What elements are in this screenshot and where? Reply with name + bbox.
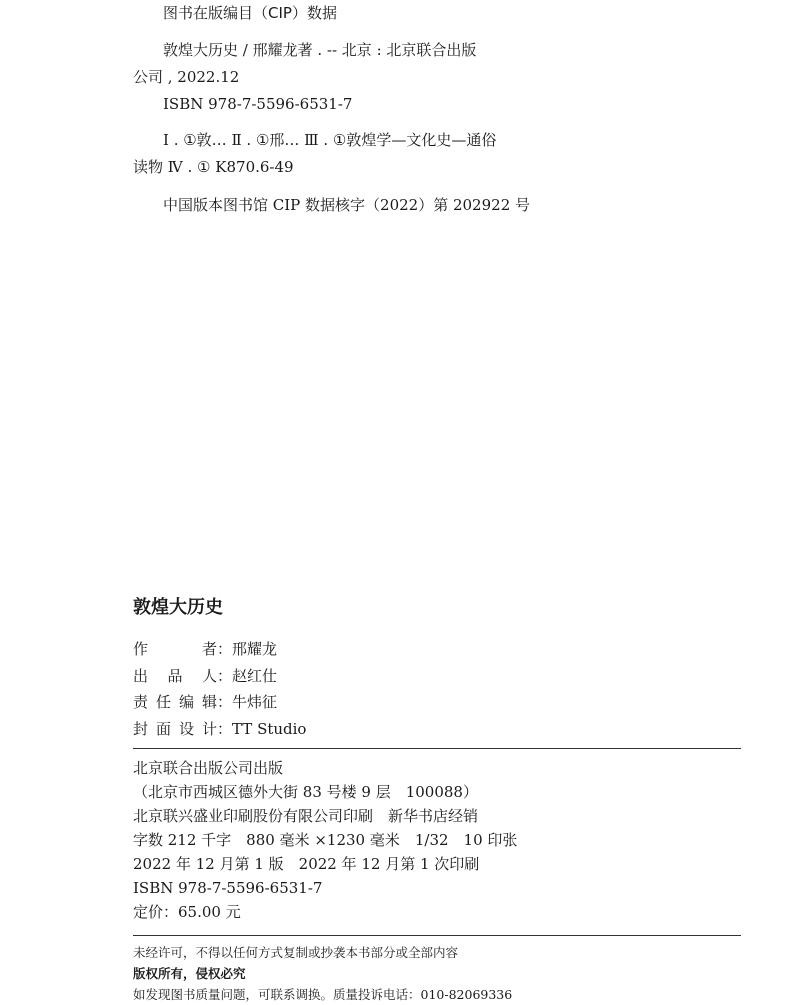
price-line: 定价：65.00 元 [133,903,241,921]
credit-row-cover-design [133,716,306,743]
copy-notice: 未经许可，不得以任何方式复制或抄袭本书部分或全部内容 [133,945,459,960]
credit-separator: ： [217,666,233,685]
divider-top [133,748,741,749]
specs-line: 字数 212 千字 880 毫米 ×1230 毫米 1/32 10 印张 [133,831,518,849]
cip-heading: 图书在版编目（CIP）数据 [163,4,337,22]
credit-value: 牛炜征 [232,693,278,711]
cip-entry-line-1: 敦煌大历史 / 邢耀龙著 . -- 北京 : 北京联合出版 [163,41,477,59]
credit-value: TT Studio [232,719,307,738]
credit-label: 责任编辑 [133,693,217,711]
credit-label: 作者 [133,640,217,658]
publisher-address: （北京市西城区德外大街 83 号楼 9 层 100088） [133,783,478,801]
footer-notice [133,942,512,1005]
credit-row-editor [133,689,306,716]
divider-bottom [133,935,741,936]
credit-value: 赵红仕 [232,666,278,685]
edition-line: 2022 年 12 月第 1 版 2022 年 12 月第 1 次印刷 [133,855,480,873]
credit-separator: ： [217,719,233,738]
publishing-info [133,756,517,924]
isbn-line: ISBN 978-7-5596-6531-7 [133,879,323,897]
rights-reserved: 版权所有，侵权必究 [133,966,246,981]
cip-class-line-2: 读物 Ⅳ . ① K870.6-49 [133,158,294,176]
publisher-line: 北京联合出版公司出版 [133,759,284,777]
cip-class-line-1: Ⅰ . ①敦… Ⅱ . ①邢… Ⅲ . ①敦煌学—文化史—通俗 [163,131,497,149]
credit-row-author [133,636,306,663]
cip-entry [133,37,733,118]
cip-isbn: ISBN 978-7-5596-6531-7 [163,95,353,113]
cip-number: 中国版本图书馆 CIP 数据核字（2022）第 202922 号 [163,196,531,214]
credit-value: 邢耀龙 [232,640,278,658]
cip-number-paragraph [133,192,733,219]
credit-separator: ： [217,640,233,658]
printer-line: 北京联兴盛业印刷股份有限公司印刷 新华书店经销 [133,807,479,825]
cip-classification [133,127,733,181]
quality-contact: 如发现图书质量问题，可联系调换。质量投诉电话：010-82069336 [133,987,513,1002]
credits-list [133,636,306,742]
cip-entry-line-2: 公司 , 2022.12 [133,68,240,86]
credit-separator: ： [217,693,233,711]
book-title: 敦煌大历史 [133,597,223,618]
credit-label: 出品人 [133,666,217,685]
credit-label: 封面设计 [133,719,217,738]
credit-row-producer [133,663,306,690]
